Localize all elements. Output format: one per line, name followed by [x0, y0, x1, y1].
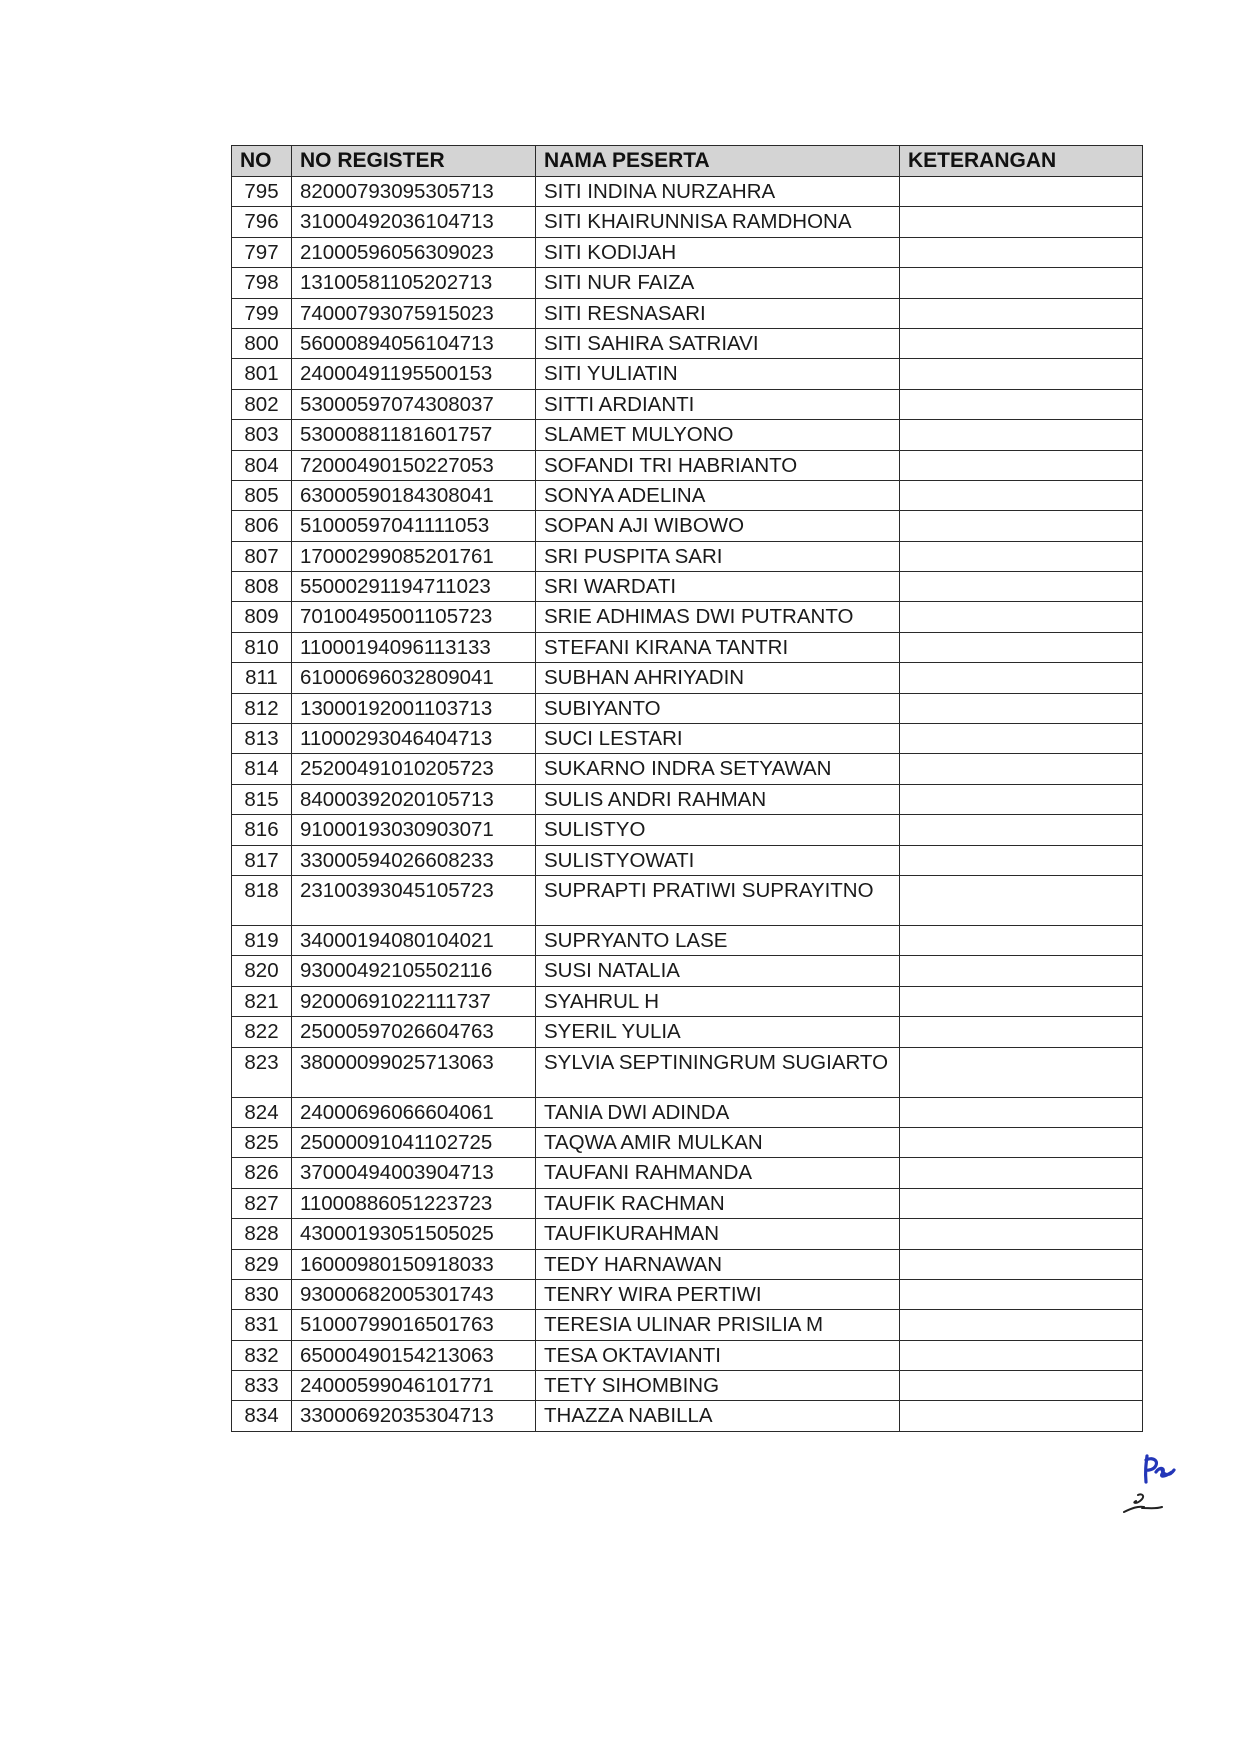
cell-no: 797	[232, 237, 292, 267]
cell-keterangan	[900, 1340, 1143, 1370]
cell-name: SUBHAN AHRIYADIN	[536, 663, 900, 693]
cell-keterangan	[900, 1249, 1143, 1279]
cell-name: SITI RESNASARI	[536, 298, 900, 328]
cell-register: 61000696032809041	[292, 663, 536, 693]
cell-no: 828	[232, 1219, 292, 1249]
cell-keterangan	[900, 1188, 1143, 1218]
cell-name: TEDY HARNAWAN	[536, 1249, 900, 1279]
cell-register: 23100393045105723	[292, 875, 536, 925]
cell-no: 818	[232, 875, 292, 925]
cell-register: 25000091041102725	[292, 1127, 536, 1157]
cell-no: 808	[232, 572, 292, 602]
cell-name: TAQWA AMIR MULKAN	[536, 1127, 900, 1157]
cell-keterangan	[900, 986, 1143, 1016]
paraf-initial-blue-icon	[1140, 1452, 1180, 1488]
cell-keterangan	[900, 1371, 1143, 1401]
cell-keterangan	[900, 845, 1143, 875]
table-row	[232, 328, 1143, 358]
table-row	[232, 1371, 1143, 1401]
cell-register: 51000597041111053	[292, 511, 536, 541]
cell-no: 809	[232, 602, 292, 632]
table-row	[232, 511, 1143, 541]
cell-no: 804	[232, 450, 292, 480]
cell-name: SULISTYO	[536, 815, 900, 845]
cell-keterangan	[900, 1017, 1143, 1047]
cell-name: SUBIYANTO	[536, 693, 900, 723]
table-row	[232, 754, 1143, 784]
cell-keterangan	[900, 875, 1143, 925]
table-header	[232, 146, 1143, 177]
cell-register: 55000291194711023	[292, 572, 536, 602]
cell-name: TANIA DWI ADINDA	[536, 1097, 900, 1127]
header-row	[232, 146, 1143, 177]
cell-keterangan	[900, 268, 1143, 298]
cell-keterangan	[900, 754, 1143, 784]
cell-keterangan	[900, 925, 1143, 955]
cell-keterangan	[900, 480, 1143, 510]
cell-no: 805	[232, 480, 292, 510]
cell-name: THAZZA NABILLA	[536, 1401, 900, 1431]
table-row	[232, 663, 1143, 693]
cell-name: STEFANI KIRANA TANTRI	[536, 632, 900, 662]
cell-no: 796	[232, 207, 292, 237]
cell-register: 37000494003904713	[292, 1158, 536, 1188]
cell-name: SYAHRUL H	[536, 986, 900, 1016]
cell-no: 824	[232, 1097, 292, 1127]
table-row	[232, 1340, 1143, 1370]
table-row	[232, 693, 1143, 723]
cell-name: SONYA ADELINA	[536, 480, 900, 510]
cell-keterangan	[900, 328, 1143, 358]
cell-register: 53000597074308037	[292, 389, 536, 419]
header-no-register: NO REGISTER	[292, 146, 536, 177]
table-row	[232, 1188, 1143, 1218]
cell-register: 56000894056104713	[292, 328, 536, 358]
cell-keterangan	[900, 237, 1143, 267]
cell-name: SITI KODIJAH	[536, 237, 900, 267]
table-row	[232, 845, 1143, 875]
cell-register: 63000590184308041	[292, 480, 536, 510]
cell-no: 812	[232, 693, 292, 723]
cell-register: 92000691022111737	[292, 986, 536, 1016]
cell-no: 826	[232, 1158, 292, 1188]
cell-keterangan	[900, 511, 1143, 541]
cell-name: SUPRAPTI PRATIWI SUPRAYITNO	[536, 875, 900, 925]
table-row	[232, 1047, 1143, 1097]
cell-keterangan	[900, 693, 1143, 723]
cell-register: 43000193051505025	[292, 1219, 536, 1249]
cell-keterangan	[900, 450, 1143, 480]
cell-no: 801	[232, 359, 292, 389]
cell-keterangan	[900, 815, 1143, 845]
cell-no: 817	[232, 845, 292, 875]
cell-name: SITI YULIATIN	[536, 359, 900, 389]
table-row	[232, 986, 1143, 1016]
cell-register: 38000099025713063	[292, 1047, 536, 1097]
cell-name: SRIE ADHIMAS DWI PUTRANTO	[536, 602, 900, 632]
cell-keterangan	[900, 207, 1143, 237]
cell-name: TESA OKTAVIANTI	[536, 1340, 900, 1370]
cell-register: 65000490154213063	[292, 1340, 536, 1370]
cell-register: 21000596056309023	[292, 237, 536, 267]
table-row	[232, 724, 1143, 754]
cell-name: TAUFANI RAHMANDA	[536, 1158, 900, 1188]
table-body	[232, 177, 1143, 1432]
header-nama-peserta: NAMA PESERTA	[536, 146, 900, 177]
table-row	[232, 450, 1143, 480]
cell-name: SITI INDINA NURZAHRA	[536, 177, 900, 207]
cell-no: 816	[232, 815, 292, 845]
table-row	[232, 541, 1143, 571]
cell-register: 70100495001105723	[292, 602, 536, 632]
cell-register: 72000490150227053	[292, 450, 536, 480]
cell-name: SUCI LESTARI	[536, 724, 900, 754]
cell-no: 795	[232, 177, 292, 207]
cell-no: 820	[232, 956, 292, 986]
cell-name: SUKARNO INDRA SETYAWAN	[536, 754, 900, 784]
cell-keterangan	[900, 784, 1143, 814]
cell-register: 16000980150918033	[292, 1249, 536, 1279]
cell-register: 51000799016501763	[292, 1310, 536, 1340]
cell-name: SITI SAHIRA SATRIAVI	[536, 328, 900, 358]
cell-register: 33000594026608233	[292, 845, 536, 875]
cell-register: 31000492036104713	[292, 207, 536, 237]
cell-keterangan	[900, 420, 1143, 450]
table-row	[232, 925, 1143, 955]
cell-keterangan	[900, 724, 1143, 754]
table-row	[232, 389, 1143, 419]
cell-no: 806	[232, 511, 292, 541]
cell-no: 825	[232, 1127, 292, 1157]
cell-no: 807	[232, 541, 292, 571]
cell-register: 33000692035304713	[292, 1401, 536, 1431]
cell-keterangan	[900, 572, 1143, 602]
cell-keterangan	[900, 632, 1143, 662]
table-row	[232, 1097, 1143, 1127]
cell-register: 84000392020105713	[292, 784, 536, 814]
cell-no: 799	[232, 298, 292, 328]
table-row	[232, 875, 1143, 925]
cell-keterangan	[900, 541, 1143, 571]
cell-no: 803	[232, 420, 292, 450]
cell-keterangan	[900, 389, 1143, 419]
cell-keterangan	[900, 1279, 1143, 1309]
cell-no: 810	[232, 632, 292, 662]
table-row	[232, 1158, 1143, 1188]
table-row	[232, 298, 1143, 328]
participant-table	[231, 145, 1143, 1432]
cell-name: SYLVIA SEPTININGRUM SUGIARTO	[536, 1047, 900, 1097]
cell-name: TETY SIHOMBING	[536, 1371, 900, 1401]
paraf-initial-black-icon	[1122, 1492, 1164, 1516]
cell-no: 800	[232, 328, 292, 358]
cell-name: SOPAN AJI WIBOWO	[536, 511, 900, 541]
cell-keterangan	[900, 359, 1143, 389]
cell-register: 93000492105502116	[292, 956, 536, 986]
cell-register: 91000193030903071	[292, 815, 536, 845]
cell-keterangan	[900, 177, 1143, 207]
cell-name: SULISTYOWATI	[536, 845, 900, 875]
cell-keterangan	[900, 663, 1143, 693]
cell-keterangan	[900, 298, 1143, 328]
cell-no: 829	[232, 1249, 292, 1279]
cell-name: SITTI ARDIANTI	[536, 389, 900, 419]
cell-no: 834	[232, 1401, 292, 1431]
cell-keterangan	[900, 1401, 1143, 1431]
table-row	[232, 784, 1143, 814]
cell-register: 13100581105202713	[292, 268, 536, 298]
cell-keterangan	[900, 1127, 1143, 1157]
cell-name: SLAMET MULYONO	[536, 420, 900, 450]
table-row	[232, 1401, 1143, 1431]
header-keterangan: KETERANGAN	[900, 146, 1143, 177]
table-row	[232, 572, 1143, 602]
cell-name: TERESIA ULINAR PRISILIA M	[536, 1310, 900, 1340]
cell-no: 823	[232, 1047, 292, 1097]
table-row	[232, 815, 1143, 845]
cell-no: 832	[232, 1340, 292, 1370]
cell-name: SULIS ANDRI RAHMAN	[536, 784, 900, 814]
table-row	[232, 359, 1143, 389]
cell-keterangan	[900, 602, 1143, 632]
table-row	[232, 1279, 1143, 1309]
cell-register: 82000793095305713	[292, 177, 536, 207]
cell-register: 17000299085201761	[292, 541, 536, 571]
table-row	[232, 1017, 1143, 1047]
cell-register: 34000194080104021	[292, 925, 536, 955]
cell-register: 24000599046101771	[292, 1371, 536, 1401]
table-row	[232, 480, 1143, 510]
cell-name: SYERIL YULIA	[536, 1017, 900, 1047]
cell-name: SUPRYANTO LASE	[536, 925, 900, 955]
header-no: NO	[232, 146, 292, 177]
table-row	[232, 1219, 1143, 1249]
cell-no: 821	[232, 986, 292, 1016]
cell-name: TENRY WIRA PERTIWI	[536, 1279, 900, 1309]
cell-register: 25000597026604763	[292, 1017, 536, 1047]
table-row	[232, 1310, 1143, 1340]
table-row	[232, 207, 1143, 237]
table-row	[232, 1249, 1143, 1279]
cell-no: 833	[232, 1371, 292, 1401]
cell-register: 11000886051223723	[292, 1188, 536, 1218]
cell-name: SUSI NATALIA	[536, 956, 900, 986]
cell-name: SITI NUR FAIZA	[536, 268, 900, 298]
cell-name: SITI KHAIRUNNISA RAMDHONA	[536, 207, 900, 237]
cell-no: 815	[232, 784, 292, 814]
cell-no: 813	[232, 724, 292, 754]
cell-register: 13000192001103713	[292, 693, 536, 723]
cell-name: SOFANDI TRI HABRIANTO	[536, 450, 900, 480]
cell-keterangan	[900, 1097, 1143, 1127]
cell-no: 802	[232, 389, 292, 419]
cell-register: 24000696066604061	[292, 1097, 536, 1127]
cell-register: 53000881181601757	[292, 420, 536, 450]
cell-name: TAUFIKURAHMAN	[536, 1219, 900, 1249]
cell-name: TAUFIK RACHMAN	[536, 1188, 900, 1218]
cell-register: 11000293046404713	[292, 724, 536, 754]
cell-keterangan	[900, 1047, 1143, 1097]
table-row	[232, 632, 1143, 662]
cell-no: 819	[232, 925, 292, 955]
cell-name: SRI WARDATI	[536, 572, 900, 602]
cell-register: 24000491195500153	[292, 359, 536, 389]
cell-keterangan	[900, 956, 1143, 986]
cell-keterangan	[900, 1310, 1143, 1340]
table-row	[232, 956, 1143, 986]
cell-no: 811	[232, 663, 292, 693]
cell-name: SRI PUSPITA SARI	[536, 541, 900, 571]
cell-register: 93000682005301743	[292, 1279, 536, 1309]
cell-no: 831	[232, 1310, 292, 1340]
cell-keterangan	[900, 1219, 1143, 1249]
cell-no: 798	[232, 268, 292, 298]
table-row	[232, 420, 1143, 450]
cell-register: 74000793075915023	[292, 298, 536, 328]
cell-register: 25200491010205723	[292, 754, 536, 784]
table-row	[232, 177, 1143, 207]
cell-keterangan	[900, 1158, 1143, 1188]
table-row	[232, 602, 1143, 632]
cell-no: 822	[232, 1017, 292, 1047]
cell-no: 827	[232, 1188, 292, 1218]
cell-no: 830	[232, 1279, 292, 1309]
table-row	[232, 237, 1143, 267]
cell-no: 814	[232, 754, 292, 784]
table-row	[232, 268, 1143, 298]
table-row	[232, 1127, 1143, 1157]
cell-register: 11000194096113133	[292, 632, 536, 662]
